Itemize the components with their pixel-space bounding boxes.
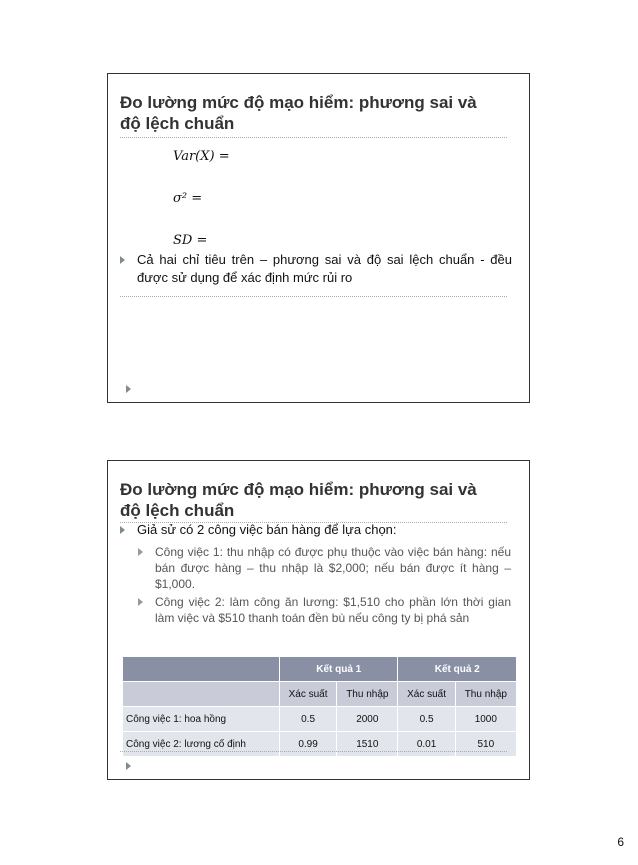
triangle-bullet-icon xyxy=(120,526,125,534)
slide-1-title: Đo lường mức độ mạo hiểm: phương sai và độ lệch chuẩn xyxy=(120,93,477,133)
subheader-cell: Xác suất xyxy=(280,682,336,706)
footer-divider xyxy=(120,751,507,752)
bullet-text: Giả sử có 2 công việc bán hàng để lựa chọn: xyxy=(137,522,397,537)
slide-2 xyxy=(107,460,530,780)
header-ket-qua-2: Kết quả 2 xyxy=(398,657,516,681)
table-cell: 0.01 xyxy=(398,732,454,756)
table-subheader-row xyxy=(123,682,516,706)
row-label: Công việc 1: hoa hồng xyxy=(123,707,279,731)
triangle-bullet-icon xyxy=(138,548,143,556)
page-number: 6 xyxy=(617,835,624,849)
triangle-bullet-icon xyxy=(120,256,125,264)
table-cell: 0.5 xyxy=(398,707,454,731)
row-label: Công việc 2: lương cố định xyxy=(123,732,279,756)
table-cell: 1510 xyxy=(337,732,397,756)
table-corner xyxy=(123,682,279,706)
table-cell: 1000 xyxy=(456,707,516,731)
subheader-cell: Xác suất xyxy=(398,682,454,706)
slide-2-title: Đo lường mức độ mạo hiểm: phương sai và độ lệch chuẩn xyxy=(120,480,477,520)
equation-sigma: σ² = xyxy=(173,191,203,206)
sub-bullet-text: Công việc 1: thu nhập có được phụ thuộc vào việc bán hàng: nếu bán được hàng – thu nhập là $2,000; nếu bán được ít hàng – $1,000. xyxy=(155,545,511,591)
footer-divider xyxy=(120,296,507,297)
triangle-bullet-icon xyxy=(126,762,131,770)
bullet-item xyxy=(120,521,512,539)
table-cell: 2000 xyxy=(337,707,397,731)
subheader-cell: Thu nhập xyxy=(456,682,516,706)
table-cell: 0.5 xyxy=(280,707,336,731)
bullet-text: Cả hai chỉ tiêu trên – phương sai và độ sai lệch chuẩn - đều được sử dụng để xác định mức rủi ro xyxy=(137,252,512,285)
table-cell: 510 xyxy=(456,732,516,756)
table-corner xyxy=(123,657,279,681)
table-header-row xyxy=(123,657,516,681)
sub-bullet-item xyxy=(138,594,511,626)
triangle-bullet-icon xyxy=(138,598,143,606)
sub-bullet-text: Công việc 2: làm công ăn lương: $1,510 cho phần lớn thời gian làm việc và $510 thanh toán đền bù nếu công ty bị phá sản xyxy=(155,595,511,625)
bullet-item xyxy=(120,251,512,287)
sub-bullet-item xyxy=(138,544,511,592)
triangle-bullet-icon xyxy=(126,385,131,393)
equation-var: Var(X) = xyxy=(173,149,230,164)
header-ket-qua-1: Kết quả 1 xyxy=(280,657,397,681)
table-row xyxy=(123,707,516,731)
title-divider xyxy=(120,137,507,138)
subheader-cell: Thu nhập xyxy=(337,682,397,706)
slide-1 xyxy=(107,73,530,403)
equation-sd: SD = xyxy=(173,233,208,248)
income-table xyxy=(122,656,517,757)
table-row xyxy=(123,732,516,756)
table-cell: 0.99 xyxy=(280,732,336,756)
